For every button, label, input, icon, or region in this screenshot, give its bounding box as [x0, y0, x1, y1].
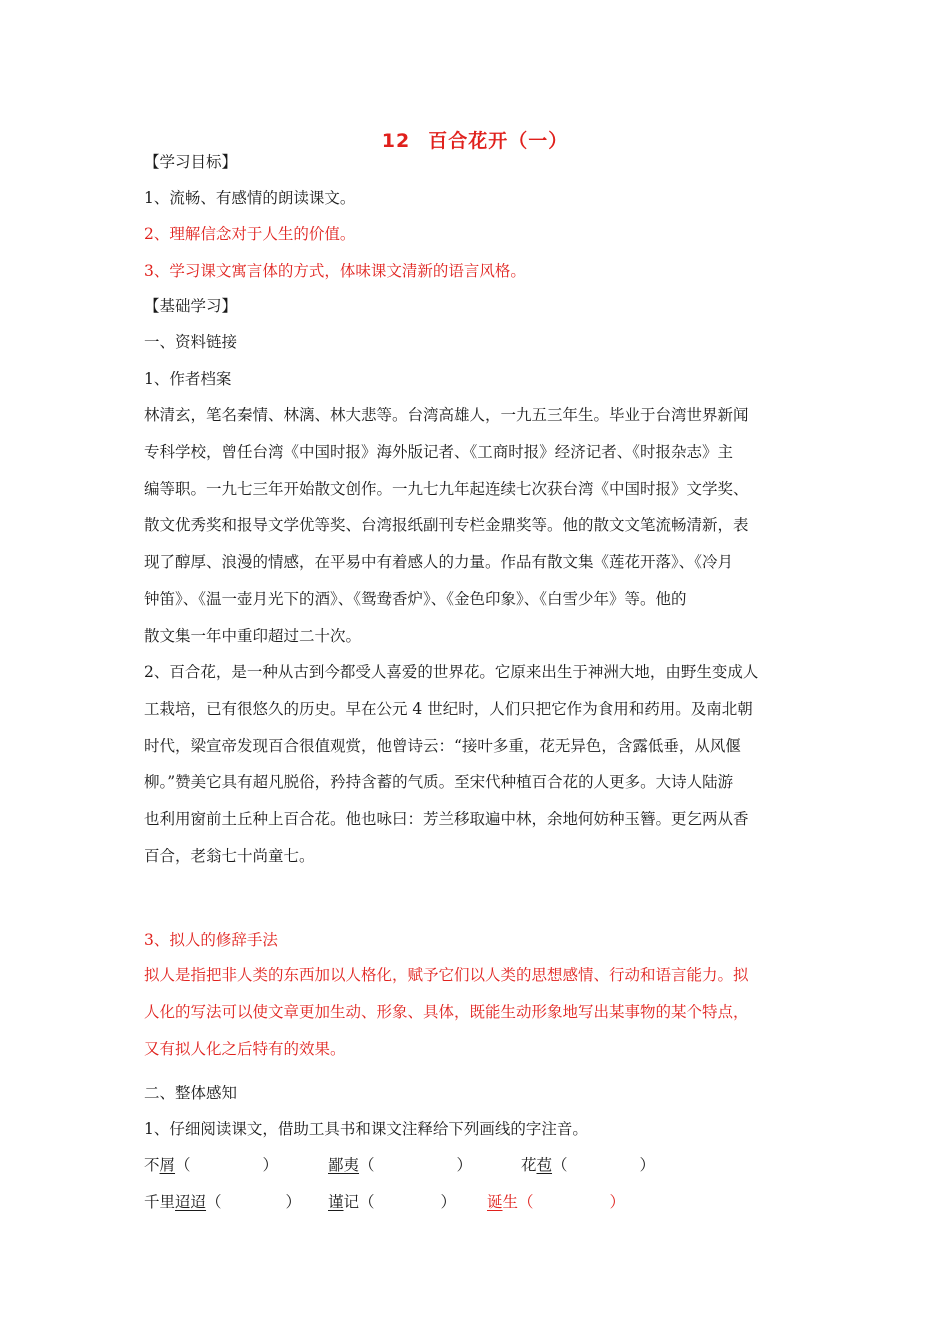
paragraph-line: 编等职。一九七三年开始散文创作。一九七九年起连续七次获台湾《中国时报》文学奖、 — [144, 479, 749, 498]
underlined-char: 鄙夷 — [328, 1156, 360, 1174]
paragraph-line: 钟笛》、《温一壶月光下的酒》、《鸳鸯香炉》、《金色印象》、《白雪少年》等。他的 — [144, 589, 687, 608]
section-heading-overall: 二、整体感知 — [144, 1084, 238, 1102]
goal-item-2: 2、理解信念对于人生的价值。 — [144, 225, 356, 243]
pinyin-item: 鄙夷（ ） — [328, 1156, 473, 1174]
paragraph-line: 林清玄，笔名秦情、林漓、林大悲等。台湾高雄人，一九五三年生。毕业于台湾世界新闻 — [144, 406, 749, 424]
underlined-char: 苞 — [536, 1156, 553, 1174]
section-heading-resources: 一、资料链接 — [144, 333, 238, 351]
paragraph-line: 人化的写法可以使文章更加生动、形象、具体，既能生动形象地写出某事物的某个特点， — [144, 1002, 749, 1021]
author-heading: 1、作者档案 — [144, 370, 232, 388]
paragraph-line: 百合，老翁七十尚童七。 — [144, 846, 315, 865]
task-instruction: 1、仔细阅读课文，借助工具书和课文注释给下列画线的字注音。 — [144, 1120, 588, 1138]
paragraph-line: 也利用窗前土丘种上百合花。他也咏曰：芳兰移取遍中林，余地何妨种玉簪。更乞两从香 — [144, 810, 749, 829]
paragraph-line: 拟人是指把非人类的东西加以人格化，赋予它们以人类的思想感情、行动和语言能力。拟 — [144, 966, 749, 984]
page-title — [0, 126, 950, 153]
pinyin-item: 谨记（ ） — [328, 1193, 457, 1211]
paragraph-line: 工栽培，已有很悠久的历史。早在公元 4 世纪时，人们只把它作为食用和药用。及南北朝 — [144, 699, 753, 718]
paragraph-line: 时代，梁宣帝发现百合很值观赏，他曾诗云：“接叶多重，花无异色，含露低垂，从风偃 — [144, 736, 741, 755]
paragraph-line: 柳。”赞美它具有超凡脱俗，矜持含蓄的气质。至宋代种植百合花的人更多。大诗人陆游 — [144, 773, 734, 792]
rhetoric-paragraph — [144, 957, 812, 1067]
goals-heading: 【学习目标】 — [144, 153, 238, 171]
paragraph-line: 散文集一年中重印超过二十次。 — [144, 626, 362, 645]
lily-paragraph — [144, 654, 812, 875]
paragraph-line: 现了醇厚、浪漫的情感，在平易中有着感人的力量。作品有散文集《莲花开落》、《冷月 — [144, 553, 734, 572]
pinyin-item: 诞生（ ） — [487, 1193, 626, 1211]
author-paragraph — [144, 397, 812, 655]
goal-item-3: 3、学习课文寓言体的方式，体味课文清新的语言风格。 — [144, 262, 526, 280]
underlined-char: 诞 — [487, 1193, 503, 1211]
rhetoric-heading: 3、拟人的修辞手法 — [144, 931, 278, 949]
pinyin-item: 花苞（ ） — [521, 1156, 656, 1174]
underlined-char: 谨 — [328, 1193, 344, 1211]
lesson-number: 12 — [381, 130, 411, 152]
goal-item-1: 1、流畅、有感情的朗读课文。 — [144, 189, 356, 207]
underlined-char: 屑 — [159, 1156, 176, 1174]
pinyin-item: 千里迢迢（ ） — [144, 1193, 302, 1211]
paragraph-line: 专科学校，曾任台湾《中国时报》海外版记者、《工商时报》经济记者、《时报杂志》主 — [144, 442, 734, 461]
paragraph-line: 又有拟人化之后特有的效果。 — [144, 1039, 346, 1058]
paragraph-line: 2、百合花，是一种从古到今都受人喜爱的世界花。它原来出生于神洲大地，由野生变成人 — [144, 663, 759, 681]
lesson-title: 百合花开（一） — [428, 130, 569, 152]
paragraph-line: 散文优秀奖和报导文学优等奖、台湾报纸副刊专栏金鼎奖等。他的散文文笔流畅清新，表 — [144, 516, 749, 535]
pinyin-item: 不屑（ ） — [144, 1156, 279, 1174]
underlined-char: 迢迢 — [175, 1193, 207, 1211]
basics-heading: 【基础学习】 — [144, 297, 238, 315]
